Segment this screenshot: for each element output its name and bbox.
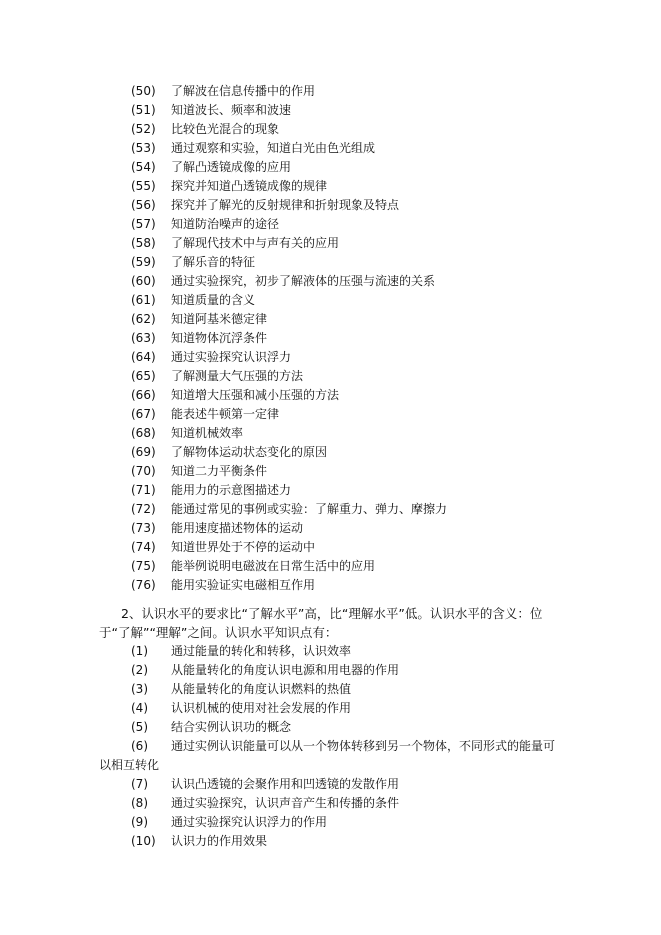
list-item <box>131 813 399 832</box>
item-number: (70) <box>131 464 156 478</box>
list-item <box>131 82 447 101</box>
item-text: 通过实验探究认识浮力 <box>171 350 292 364</box>
item-number: (3) <box>131 682 148 696</box>
item-number: (57) <box>131 217 156 231</box>
item-text-continuation: 以相互转化 <box>99 758 160 772</box>
list-item <box>131 139 447 158</box>
item-text: 比较色光混合的现象 <box>171 122 280 136</box>
list-item <box>131 443 447 462</box>
item-text: 了解物体运动状态变化的原因 <box>171 445 328 459</box>
item-number: (58) <box>131 236 156 250</box>
item-text: 从能量转化的角度认识燃料的热值 <box>171 682 352 696</box>
item-number: (72) <box>131 502 156 516</box>
item-text: 认识力的作用效果 <box>171 834 268 848</box>
item-text: 了解现代技术中与声有关的应用 <box>171 236 340 250</box>
item-number: (60) <box>131 274 156 288</box>
list-item <box>131 348 447 367</box>
item-number: (71) <box>131 483 156 497</box>
item-number: (50) <box>131 84 156 98</box>
list-item <box>131 101 447 120</box>
list-item <box>131 291 447 310</box>
item-number: (51) <box>131 103 156 117</box>
item-number: (5) <box>131 720 148 734</box>
item-text: 了解凸透镜成像的应用 <box>171 160 292 174</box>
list-item <box>131 481 447 500</box>
item-text: 知道世界处于不停的运动中 <box>171 540 316 554</box>
item-text: 知道阿基米德定律 <box>171 312 268 326</box>
section-2-line-2: 于“了解”“理解”之间。认识水平知识点有： <box>99 625 338 640</box>
item-number: (64) <box>131 350 156 364</box>
list-item <box>131 234 447 253</box>
item-number: (4) <box>131 701 148 715</box>
item-number: (73) <box>131 521 156 535</box>
item-text: 探究并了解光的反射规律和折射现象及特点 <box>171 198 400 212</box>
item-number: (61) <box>131 293 156 307</box>
item-number: (69) <box>131 445 156 459</box>
item-text: 知道增大压强和减小压强的方法 <box>171 388 340 402</box>
item-number: (59) <box>131 255 156 269</box>
item-number: (2) <box>131 663 148 677</box>
item-number: (56) <box>131 198 156 212</box>
item-text: 知道防治噪声的途径 <box>171 217 280 231</box>
item-number: (10) <box>131 834 156 848</box>
item-text: 能用速度描述物体的运动 <box>171 521 304 535</box>
item-text: 能举例说明电磁波在日常生活中的应用 <box>171 559 376 573</box>
item-number: (65) <box>131 369 156 383</box>
item-number: (75) <box>131 559 156 573</box>
item-text: 了解测量大气压强的方法 <box>171 369 304 383</box>
list-item <box>131 661 399 680</box>
item-text: 通过实例认识能量可以从一个物体转移到另一个物体，不同形式的能量可 <box>171 739 556 753</box>
item-number: (53) <box>131 141 156 155</box>
item-text: 通过实验探究，认识声音产生和传播的条件 <box>171 796 400 810</box>
item-number: (63) <box>131 331 156 345</box>
list-item <box>131 680 399 699</box>
item-text: 知道波长、频率和波速 <box>171 103 292 117</box>
list-item <box>131 405 447 424</box>
item-text: 知道机械效率 <box>171 426 244 440</box>
item-text: 通过观察和实验，知道白光由色光组成 <box>171 141 376 155</box>
list-item <box>131 253 447 272</box>
list-level-recognize <box>99 642 556 851</box>
list-item <box>131 718 399 737</box>
list-item <box>131 832 399 851</box>
item-text: 能表述牛顿第一定律 <box>171 407 280 421</box>
list-item <box>131 576 447 595</box>
item-text: 知道质量的含义 <box>171 293 256 307</box>
item-text: 通过实验探究，初步了解液体的压强与流速的关系 <box>171 274 436 288</box>
list-item <box>131 310 447 329</box>
list-item <box>131 642 399 661</box>
item-text: 知道物体沉浮条件 <box>171 331 268 345</box>
list-item <box>131 699 399 718</box>
list-item <box>131 120 447 139</box>
list-item <box>131 367 447 386</box>
list-item <box>131 329 447 348</box>
item-number: (74) <box>131 540 156 554</box>
list-item-wrapped <box>99 737 556 775</box>
list-item <box>131 500 447 519</box>
list-item <box>131 519 447 538</box>
item-number: (8) <box>131 796 148 810</box>
item-text: 通过实验探究认识浮力的作用 <box>171 815 328 829</box>
list-item <box>131 424 447 443</box>
list-item <box>131 215 447 234</box>
item-text: 结合实例认识功的概念 <box>171 720 292 734</box>
list-level-understand <box>131 82 447 595</box>
list-item <box>131 775 399 794</box>
item-text: 了解波在信息传播中的作用 <box>171 84 316 98</box>
item-number: (76) <box>131 578 156 592</box>
list-item <box>131 177 447 196</box>
list-item <box>131 557 447 576</box>
list-item <box>131 158 447 177</box>
item-text: 能用力的示意图描述力 <box>171 483 292 497</box>
item-number: (9) <box>131 815 148 829</box>
item-text: 能通过常见的事例或实验：了解重力、弹力、摩擦力 <box>171 502 448 516</box>
item-text: 探究并知道凸透镜成像的规律 <box>171 179 328 193</box>
item-number: (52) <box>131 122 156 136</box>
item-text: 认识机械的使用对社会发展的作用 <box>171 701 352 715</box>
item-text: 从能量转化的角度认识电源和用电器的作用 <box>171 663 400 677</box>
item-text: 能用实验证实电磁相互作用 <box>171 578 316 592</box>
list-item <box>131 538 447 557</box>
list-item <box>131 386 447 405</box>
item-text: 认识凸透镜的会聚作用和凹透镜的发散作用 <box>171 777 400 791</box>
item-number: (6) <box>131 739 148 753</box>
item-number: (68) <box>131 426 156 440</box>
list-item <box>131 794 399 813</box>
item-number: (66) <box>131 388 156 402</box>
item-text: 了解乐音的特征 <box>171 255 256 269</box>
item-number: (7) <box>131 777 148 791</box>
item-text: 通过能量的转化和转移，认识效率 <box>171 644 352 658</box>
section-2-line-1: 2、认识水平的要求比“了解水平”高，比“理解水平”低。认识水平的含义：位 <box>121 606 543 621</box>
section-2-intro <box>99 604 569 642</box>
item-number: (1) <box>131 644 148 658</box>
item-number: (55) <box>131 179 156 193</box>
item-number: (67) <box>131 407 156 421</box>
item-text: 知道二力平衡条件 <box>171 464 268 478</box>
list-item <box>131 272 447 291</box>
item-number: (62) <box>131 312 156 326</box>
list-item <box>131 462 447 481</box>
list-item <box>131 196 447 215</box>
item-number: (54) <box>131 160 156 174</box>
